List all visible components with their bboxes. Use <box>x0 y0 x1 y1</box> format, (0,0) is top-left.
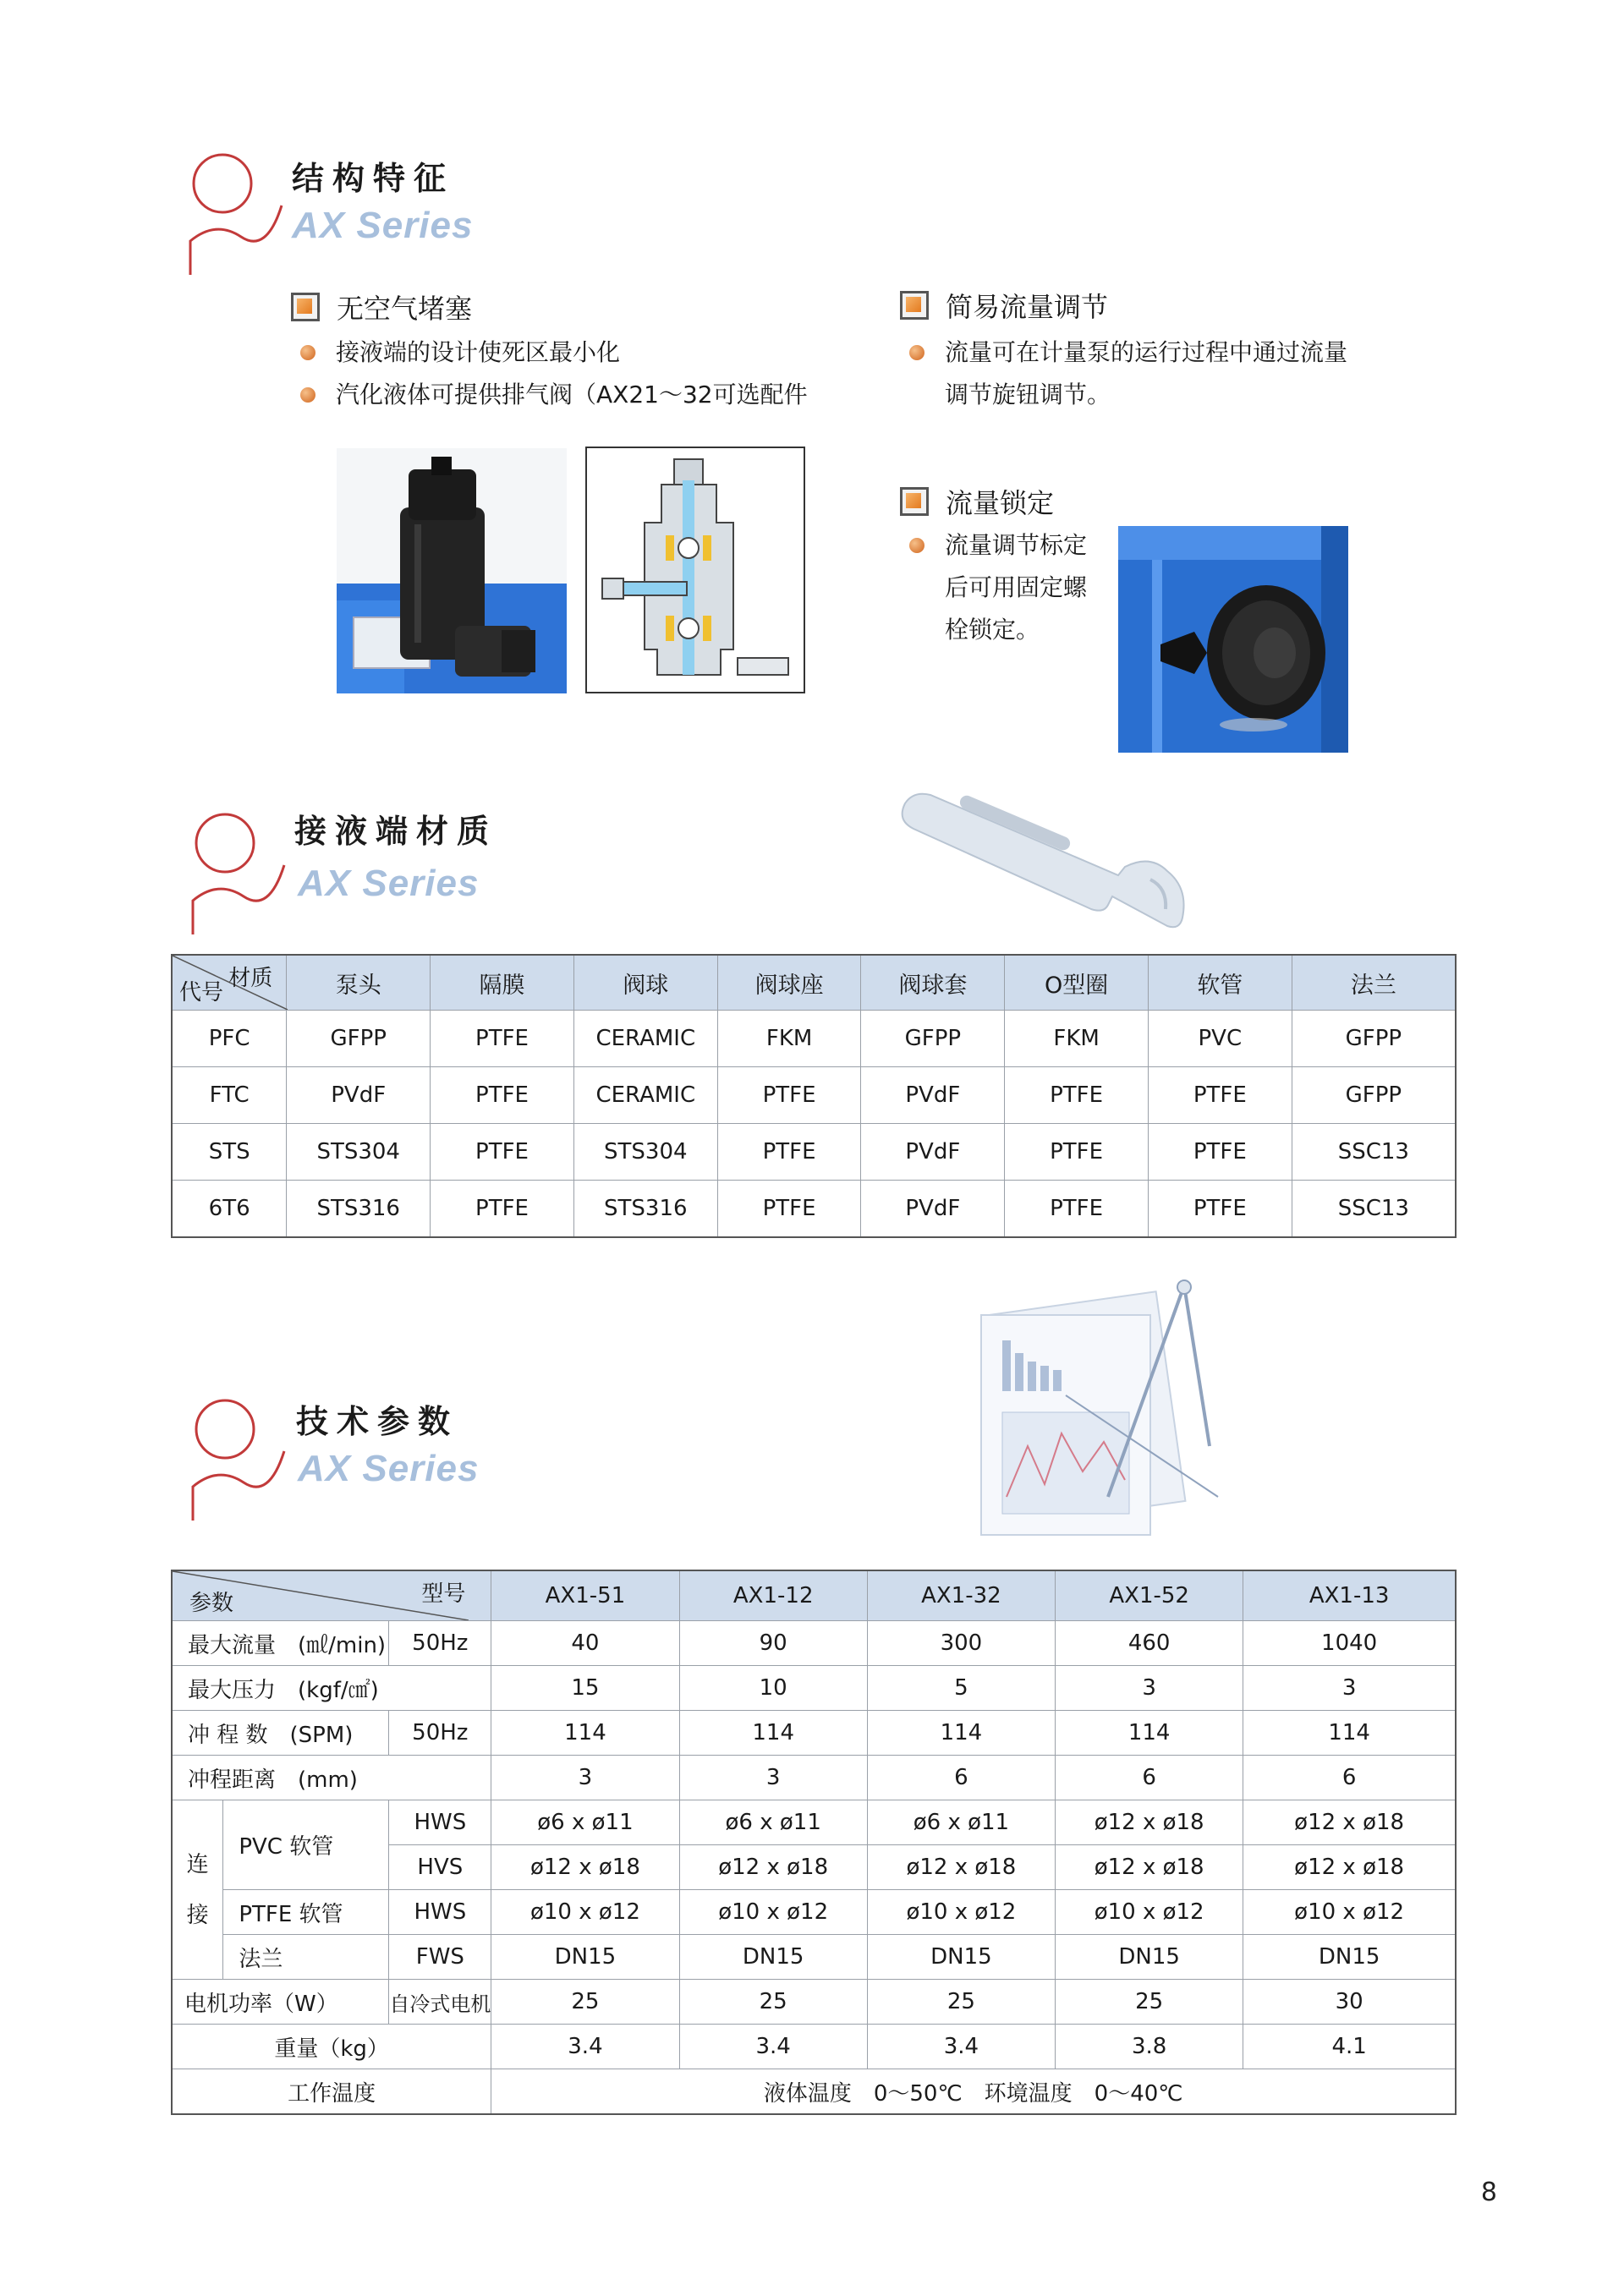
column-header: 阀球座 <box>717 955 861 1011</box>
table-cell: ø6 x ø11 <box>679 1800 867 1845</box>
bullet-text <box>945 332 1347 416</box>
feature-no-air-bullet <box>300 374 808 416</box>
table-cell: ø10 x ø12 <box>491 1890 679 1935</box>
round-bullet-icon <box>300 387 315 403</box>
table-cell: 15 <box>491 1666 679 1711</box>
table-cell: 25 <box>679 1980 867 2025</box>
section-title-materials: 接液端材质 <box>294 813 498 850</box>
table-row <box>172 1935 1456 1980</box>
table-cell: ø10 x ø12 <box>1056 1890 1243 1935</box>
table-cell: ø12 x ø18 <box>1243 1800 1456 1845</box>
table-cell: STS316 <box>573 1181 717 1238</box>
weight-label: 重量（kg） <box>172 2025 491 2069</box>
table-cell: PTFE <box>1148 1181 1292 1238</box>
table-cell: STS <box>172 1124 287 1181</box>
table-cell: PTFE <box>431 1067 574 1124</box>
bullet-line: 栓锁定。 <box>945 616 1040 644</box>
table-cell: 3 <box>1056 1666 1243 1711</box>
table-cell: CERAMIC <box>573 1067 717 1124</box>
table-cell: 40 <box>491 1621 679 1666</box>
motor-power-label: 电机功率（W） <box>172 1980 389 2025</box>
feature-no-air-heading <box>291 288 472 326</box>
table-cell: FTC <box>172 1067 287 1124</box>
table-cell: PVdF <box>861 1181 1005 1238</box>
round-bullet-icon <box>909 345 924 360</box>
table-cell: GFPP <box>1292 1067 1456 1124</box>
table-cell: PVdF <box>861 1067 1005 1124</box>
motor-type: 自冷式电机 <box>389 1980 491 2025</box>
table-cell: ø10 x ø12 <box>1243 1890 1456 1935</box>
table-cell: PTFE <box>717 1124 861 1181</box>
param-unit: 50Hz <box>389 1621 491 1666</box>
table-cell: PVC <box>1148 1011 1292 1067</box>
table-row <box>172 1890 1456 1935</box>
table-cell: 25 <box>1056 1980 1243 2025</box>
table-row <box>172 1621 1456 1666</box>
connection-code: FWS <box>389 1935 491 1980</box>
section-title-structure: 结构特征 <box>292 160 455 197</box>
table-cell: 1040 <box>1243 1621 1456 1666</box>
table-cell: SSC13 <box>1292 1124 1456 1181</box>
model-header: AX1-32 <box>867 1570 1055 1621</box>
feature-flow-lock-bullet <box>909 524 1087 651</box>
table-row <box>172 2025 1456 2069</box>
bullet-line: 后可用固定螺 <box>945 573 1088 601</box>
table-cell: PVdF <box>861 1124 1005 1181</box>
table-header-row <box>172 1570 1456 1621</box>
model-header: AX1-52 <box>1056 1570 1243 1621</box>
table-row <box>172 1666 1456 1711</box>
feature-no-air-bullet <box>300 332 620 374</box>
table-cell: DN15 <box>867 1935 1055 1980</box>
table-cell: 6 <box>1243 1756 1456 1800</box>
table-row <box>172 1124 1456 1181</box>
column-header: 隔膜 <box>431 955 574 1011</box>
corner-bottom-label: 参数 <box>189 1591 234 1616</box>
corner-bottom-label: 代号 <box>179 980 224 1006</box>
table-corner-cell <box>172 955 287 1011</box>
column-header: 软管 <box>1148 955 1292 1011</box>
feature-flow-lock-heading <box>900 482 1054 521</box>
chart-compass-illustration <box>964 1277 1235 1548</box>
table-cell: 90 <box>679 1621 867 1666</box>
section-logo-icon <box>182 148 283 275</box>
square-bullet-icon <box>900 487 929 516</box>
table-cell: 4.1 <box>1243 2025 1456 2069</box>
table-cell: STS304 <box>287 1124 431 1181</box>
param-label: 最大流量 (㎖/min) <box>172 1621 389 1666</box>
table-cell: 6 <box>867 1756 1055 1800</box>
table-cell: FKM <box>1005 1011 1149 1067</box>
table-cell: 6T6 <box>172 1181 287 1238</box>
round-bullet-icon <box>909 538 924 553</box>
table-cell: ø10 x ø12 <box>679 1890 867 1935</box>
flange-label: 法兰 <box>223 1935 389 1980</box>
connection-code: HWS <box>389 1800 491 1845</box>
feature-flow-adjust-bullet <box>909 332 1347 416</box>
param-label: 最大压力 (kgf/㎠) <box>172 1666 491 1711</box>
table-cell: PTFE <box>1148 1124 1292 1181</box>
corner-top-label: 材质 <box>228 966 273 991</box>
table-cell: 3 <box>679 1756 867 1800</box>
bullet-text <box>945 524 1087 651</box>
materials-table <box>171 954 1457 1238</box>
table-cell: 3 <box>491 1756 679 1800</box>
table-cell: PTFE <box>1148 1067 1292 1124</box>
table-cell: 3.8 <box>1056 2025 1243 2069</box>
table-cell: 114 <box>867 1711 1055 1756</box>
feature-flow-adjust-title: 简易流量调节 <box>946 291 1109 323</box>
valve-cross-section-diagram <box>585 447 805 693</box>
table-cell: 3.4 <box>679 2025 867 2069</box>
column-header: 阀球 <box>573 955 717 1011</box>
pump-valve-photo <box>337 448 567 693</box>
temperature-value: 液体温度 0～50℃ 环境温度 0～40℃ <box>491 2069 1456 2115</box>
param-unit: 50Hz <box>389 1711 491 1756</box>
table-corner-cell <box>172 1570 491 1621</box>
table-cell: PTFE <box>717 1181 861 1238</box>
feature-flow-lock-title: 流量锁定 <box>946 487 1055 519</box>
connection-group-top: 连 <box>186 1851 209 1877</box>
table-cell: ø6 x ø11 <box>491 1800 679 1845</box>
table-cell: ø12 x ø18 <box>1056 1845 1243 1890</box>
table-cell: DN15 <box>1243 1935 1456 1980</box>
table-cell: 114 <box>491 1711 679 1756</box>
table-cell: 25 <box>867 1980 1055 2025</box>
column-header: 阀球套 <box>861 955 1005 1011</box>
column-header: 法兰 <box>1292 955 1456 1011</box>
table-cell: ø12 x ø18 <box>679 1845 867 1890</box>
table-row <box>172 1756 1456 1800</box>
table-row <box>172 1711 1456 1756</box>
table-cell: PTFE <box>1005 1181 1149 1238</box>
table-cell: ø12 x ø18 <box>491 1845 679 1890</box>
table-cell: PTFE <box>431 1181 574 1238</box>
feature-flow-adjust-heading <box>900 286 1108 325</box>
param-label: 冲 程 数 (SPM) <box>172 1711 389 1756</box>
bullet-line: 流量可在计量泵的运行过程中通过流量 <box>945 338 1348 366</box>
table-cell: DN15 <box>491 1935 679 1980</box>
connection-group-bottom: 接 <box>186 1902 209 1928</box>
column-header: 泵头 <box>287 955 431 1011</box>
spec-table <box>171 1570 1457 2115</box>
bullet-line: 流量调节标定 <box>945 531 1088 559</box>
table-row <box>172 1067 1456 1124</box>
table-row <box>172 1980 1456 2025</box>
table-cell: 5 <box>867 1666 1055 1711</box>
section-logo-icon <box>184 808 286 934</box>
table-row <box>172 2069 1456 2115</box>
section-series-specs: AX Series <box>298 1448 480 1489</box>
bullet-line: 调节旋钮调节。 <box>945 381 1111 408</box>
table-cell: 3.4 <box>491 2025 679 2069</box>
connection-code: HVS <box>389 1845 491 1890</box>
square-bullet-icon <box>900 291 929 320</box>
table-cell: PVdF <box>287 1067 431 1124</box>
table-row <box>172 1800 1456 1845</box>
table-cell: STS304 <box>573 1124 717 1181</box>
table-cell: 10 <box>679 1666 867 1711</box>
wrench-icon <box>897 786 1193 939</box>
table-cell: ø6 x ø11 <box>867 1800 1055 1845</box>
table-cell: ø12 x ø18 <box>1056 1800 1243 1845</box>
table-row <box>172 1181 1456 1238</box>
table-cell: SSC13 <box>1292 1181 1456 1238</box>
param-label: 冲程距离 (mm) <box>172 1756 491 1800</box>
table-cell: 3 <box>1243 1666 1456 1711</box>
section-series-structure: AX Series <box>292 205 474 246</box>
table-cell: 114 <box>1056 1711 1243 1756</box>
section-series-materials: AX Series <box>298 863 480 904</box>
table-cell: ø12 x ø18 <box>867 1845 1055 1890</box>
model-header: AX1-13 <box>1243 1570 1456 1621</box>
table-cell: 300 <box>867 1621 1055 1666</box>
table-cell: 114 <box>1243 1711 1456 1756</box>
section-logo-icon <box>184 1394 286 1521</box>
table-cell: 460 <box>1056 1621 1243 1666</box>
table-cell: ø12 x ø18 <box>1243 1845 1456 1890</box>
page-number: 8 <box>1480 2178 1497 2207</box>
table-cell: PTFE <box>431 1124 574 1181</box>
table-cell: GFPP <box>1292 1011 1456 1067</box>
table-cell: DN15 <box>679 1935 867 1980</box>
connection-code: HWS <box>389 1890 491 1935</box>
corner-top-label: 型号 <box>421 1581 466 1607</box>
table-cell: GFPP <box>861 1011 1005 1067</box>
bullet-text: 汽化液体可提供排气阀（AX21～32可选配件 <box>336 381 808 408</box>
table-cell: 114 <box>679 1711 867 1756</box>
column-header: O型圈 <box>1005 955 1149 1011</box>
round-bullet-icon <box>300 345 315 360</box>
section-title-specs: 技术参数 <box>296 1403 459 1440</box>
table-cell: STS316 <box>287 1181 431 1238</box>
table-cell: PTFE <box>1005 1124 1149 1181</box>
model-header: AX1-12 <box>679 1570 867 1621</box>
square-bullet-icon <box>291 293 320 321</box>
ptfe-hose-label: PTFE 软管 <box>223 1890 389 1935</box>
table-cell: PTFE <box>717 1067 861 1124</box>
table-cell: PTFE <box>1005 1067 1149 1124</box>
temperature-label: 工作温度 <box>172 2069 491 2115</box>
table-cell: GFPP <box>287 1011 431 1067</box>
flow-lock-knob-photo <box>1118 526 1348 753</box>
table-cell: PTFE <box>431 1011 574 1067</box>
table-cell: FKM <box>717 1011 861 1067</box>
model-header: AX1-51 <box>491 1570 679 1621</box>
table-cell: 30 <box>1243 1980 1456 2025</box>
table-cell: 3.4 <box>867 2025 1055 2069</box>
pvc-hose-label: PVC 软管 <box>223 1800 389 1890</box>
table-cell: 6 <box>1056 1756 1243 1800</box>
table-cell: CERAMIC <box>573 1011 717 1067</box>
table-cell: ø10 x ø12 <box>867 1890 1055 1935</box>
table-cell: DN15 <box>1056 1935 1243 1980</box>
table-header-row <box>172 955 1456 1011</box>
table-cell: PFC <box>172 1011 287 1067</box>
table-cell: 25 <box>491 1980 679 2025</box>
feature-no-air-title: 无空气堵塞 <box>337 293 473 325</box>
connection-group-label <box>172 1800 223 1980</box>
bullet-text: 接液端的设计使死区最小化 <box>336 338 621 366</box>
table-row <box>172 1011 1456 1067</box>
